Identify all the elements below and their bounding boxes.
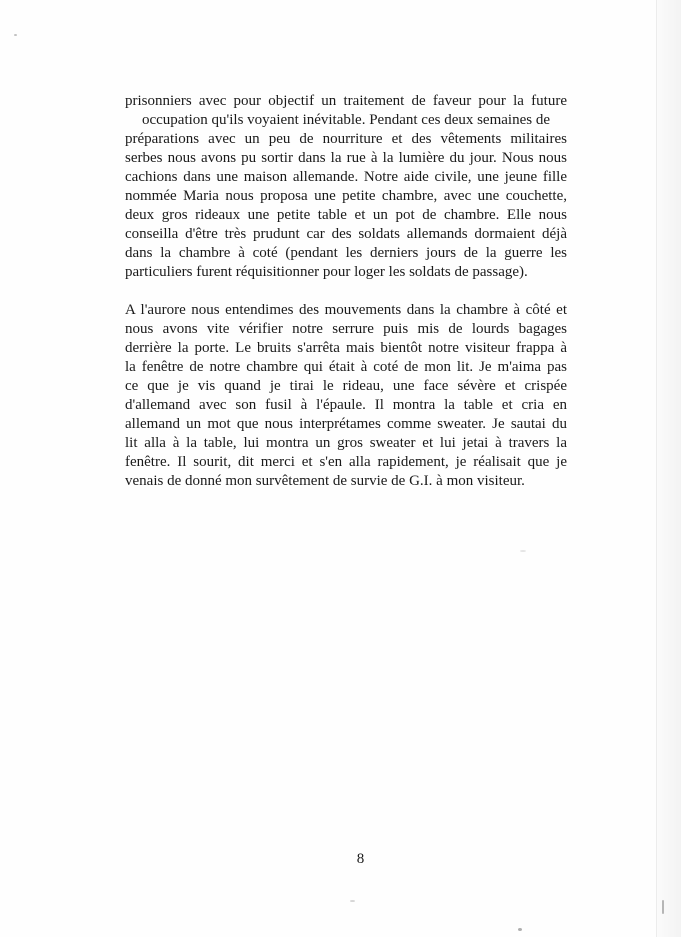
scan-speck — [350, 900, 355, 902]
page-number: 8 — [356, 851, 365, 867]
text-line: serbes nous avons pu sortir dans la rue à la lumière du jour. Nous nous — [125, 150, 567, 166]
text-line: ce que je vis quand je tirai le rideau, une face sévère et crispée — [125, 378, 567, 394]
text-line: nommée Maria nous proposa une petite chambre, avec une couchette, — [125, 188, 567, 204]
text-line: particuliers furent réquisitionner pour loger les soldats de passage). — [125, 264, 528, 280]
text-line: préparations avec un peu de nourriture et des vêtements militaires — [125, 131, 567, 147]
text-line: fenêtre. Il sourit, dit merci et s'en alla rapidement, je réalisait que je — [125, 454, 567, 470]
scan-speck — [518, 928, 522, 931]
scan-speck — [14, 34, 17, 36]
text-line: derrière la porte. Le bruits s'arrêta mais bientôt notre visiteur frappa à — [125, 340, 567, 356]
text-line: deux gros rideaux une petite table et un pot de chambre. Elle nous — [125, 207, 567, 223]
text-line: conseilla d'être très prudunt car des soldats allemands dormaient déjà — [125, 226, 567, 242]
text-line: dans la chambre à coté (pendant les derniers jours de la guerre les — [125, 245, 567, 261]
text-line: la fenêtre de notre chambre qui était à coté de mon lit. Je m'aima pas — [125, 359, 567, 375]
text-line: cachions dans une maison allemande. Notre aide civile, une jeune fille — [125, 169, 567, 185]
text-line: venais de donné mon survêtement de survie de G.I. à mon visiteur. — [125, 473, 525, 489]
text-line: occupation qu'ils voyaient inévitable. Pendant ces deux semaines de — [141, 112, 550, 128]
text-line: prisonniers avec pour objectif un traitement de faveur pour la future — [125, 93, 567, 109]
text-line: lit alla à la table, lui montra un gros sweater et lui jetai à travers la — [125, 435, 567, 451]
scan-speck — [662, 900, 664, 914]
scanned-paper-edge — [656, 0, 681, 937]
text-line: nous avons vite vérifier notre serrure puis mis de lourds bagages — [125, 321, 567, 337]
text-line: A l'aurore nous entendimes des mouvements dans la chambre à côté et — [125, 302, 567, 318]
text-line: d'allemand avec son fusil à l'épaule. Il montra la table et cria en — [125, 397, 567, 413]
paragraph-2 — [125, 301, 567, 491]
paragraph-1 — [125, 92, 567, 282]
text-line: allemand un mot que nous interprétames comme sweater. Je sautai du — [125, 416, 567, 432]
document-body — [125, 92, 567, 491]
scan-speck — [520, 550, 526, 552]
